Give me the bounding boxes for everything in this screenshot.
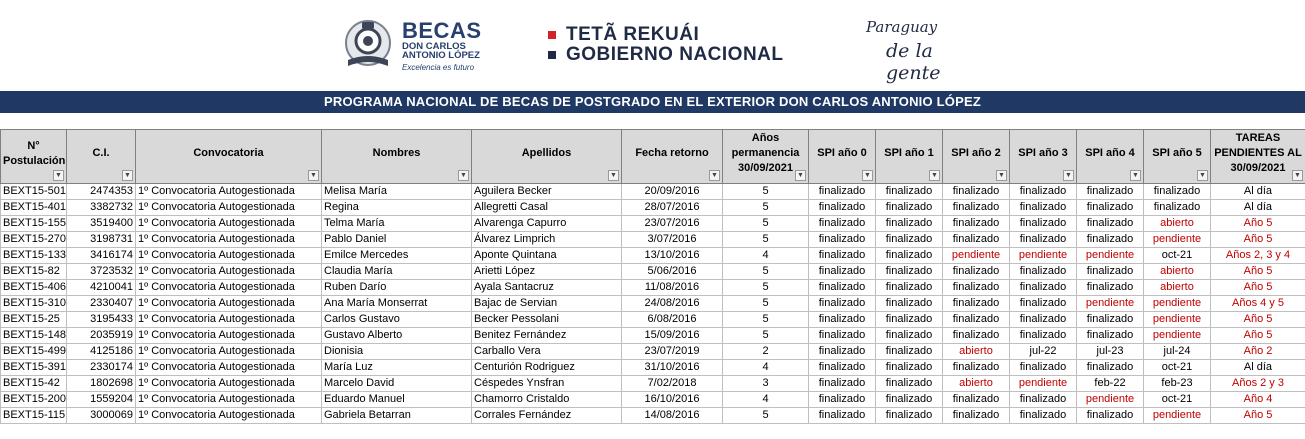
table-row <box>1 312 1305 328</box>
spi-year-3-cell[interactable]: finalizado <box>1010 232 1077 248</box>
spi-year-4-cell[interactable]: finalizado <box>1077 328 1144 344</box>
spi-year-2-cell[interactable]: finalizado <box>943 408 1010 424</box>
column-header <box>1144 130 1211 184</box>
spi-year-5-cell[interactable]: oct-21 <box>1144 360 1211 376</box>
spi-year-1-cell[interactable]: finalizado <box>876 392 943 408</box>
tareas-pendientes-cell[interactable]: Año 5 <box>1211 216 1305 232</box>
anios-permanencia-cell[interactable]: 5 <box>723 328 809 344</box>
spi-year-0-cell[interactable]: finalizado <box>809 216 876 232</box>
column-header <box>622 130 723 184</box>
spi-year-3-cell[interactable]: pendiente <box>1010 376 1077 392</box>
spi-year-2-cell[interactable]: finalizado <box>943 280 1010 296</box>
spi-year-4-cell[interactable]: pendiente <box>1077 296 1144 312</box>
column-header <box>809 130 876 184</box>
spi-year-2-cell[interactable]: finalizado <box>943 264 1010 280</box>
anios-permanencia-cell[interactable]: 4 <box>723 248 809 264</box>
column-header-label: Años permanencia 30/09/2021 <box>731 132 800 174</box>
spi-year-2-cell[interactable]: finalizado <box>943 296 1010 312</box>
fecha-retorno-cell[interactable]: 11/08/2016 <box>622 280 723 296</box>
table-row <box>1 344 1305 360</box>
filter-dropdown-icon[interactable]: ▼ <box>308 170 319 181</box>
fecha-retorno-cell[interactable]: 24/08/2016 <box>622 296 723 312</box>
fecha-retorno-cell[interactable]: 23/07/2016 <box>622 216 723 232</box>
ci-cell[interactable]: 3382732 <box>67 200 136 216</box>
spi-year-4-cell[interactable]: finalizado <box>1077 280 1144 296</box>
spi-year-2-cell[interactable]: finalizado <box>943 232 1010 248</box>
spi-year-2-cell[interactable]: pendiente <box>943 248 1010 264</box>
spi-year-5-cell[interactable]: jul-24 <box>1144 344 1211 360</box>
ci-cell[interactable]: 3195433 <box>67 312 136 328</box>
tareas-pendientes-cell[interactable]: Año 5 <box>1211 264 1305 280</box>
spi-year-0-cell[interactable]: finalizado <box>809 376 876 392</box>
ci-cell[interactable]: 3198731 <box>67 232 136 248</box>
spi-year-1-cell[interactable]: finalizado <box>876 184 943 200</box>
filter-dropdown-icon[interactable]: ▼ <box>862 170 873 181</box>
apellidos-cell[interactable]: Chamorro Cristaldo <box>472 392 622 408</box>
filter-dropdown-icon[interactable]: ▼ <box>929 170 940 181</box>
gobierno-line2: GOBIERNO NACIONAL <box>566 44 784 65</box>
postulacion-cell[interactable]: BEXT15-133 <box>1 248 67 264</box>
column-header-label: SPI año 2 <box>951 147 1001 159</box>
fecha-retorno-cell[interactable]: 13/10/2016 <box>622 248 723 264</box>
spi-year-1-cell[interactable]: finalizado <box>876 200 943 216</box>
convocatoria-cell[interactable]: 1º Convocatoria Autogestionada <box>136 408 322 424</box>
tareas-pendientes-cell[interactable]: Años 4 y 5 <box>1211 296 1305 312</box>
spi-year-1-cell[interactable]: finalizado <box>876 328 943 344</box>
filter-dropdown-icon[interactable]: ▼ <box>1197 170 1208 181</box>
apellidos-cell[interactable]: Arietti López <box>472 264 622 280</box>
spi-year-4-cell[interactable]: finalizado <box>1077 232 1144 248</box>
spi-year-4-cell[interactable]: finalizado <box>1077 408 1144 424</box>
becas-logo <box>340 16 480 72</box>
convocatoria-cell[interactable]: 1º Convocatoria Autogestionada <box>136 184 322 200</box>
apellidos-cell[interactable]: Aponte Quintana <box>472 248 622 264</box>
spi-year-0-cell[interactable]: finalizado <box>809 184 876 200</box>
spi-year-1-cell[interactable]: finalizado <box>876 408 943 424</box>
spi-year-2-cell[interactable]: finalizado <box>943 328 1010 344</box>
spi-year-5-cell[interactable]: abierto <box>1144 280 1211 296</box>
spi-year-0-cell[interactable]: finalizado <box>809 360 876 376</box>
spi-year-3-cell[interactable]: finalizado <box>1010 264 1077 280</box>
convocatoria-cell[interactable]: 1º Convocatoria Autogestionada <box>136 200 322 216</box>
spi-year-2-cell[interactable]: finalizado <box>943 216 1010 232</box>
spi-year-3-cell[interactable]: pendiente <box>1010 248 1077 264</box>
spi-year-0-cell[interactable]: finalizado <box>809 200 876 216</box>
ci-cell[interactable]: 4125186 <box>67 344 136 360</box>
postulacion-cell[interactable]: BEXT15-499 <box>1 344 67 360</box>
becas-subtitle-line2: ANTONIO LÓPEZ <box>402 50 480 61</box>
column-header <box>723 130 809 184</box>
spi-year-1-cell[interactable]: finalizado <box>876 216 943 232</box>
fecha-retorno-cell[interactable]: 14/08/2016 <box>622 408 723 424</box>
ci-cell[interactable]: 1559204 <box>67 392 136 408</box>
tareas-pendientes-cell[interactable]: Años 2 y 3 <box>1211 376 1305 392</box>
nombres-cell[interactable]: Telma María <box>322 216 472 232</box>
spi-year-0-cell[interactable]: finalizado <box>809 328 876 344</box>
table-row <box>1 408 1305 424</box>
nombres-cell[interactable]: Carlos Gustavo <box>322 312 472 328</box>
spi-year-2-cell[interactable]: finalizado <box>943 360 1010 376</box>
filter-dropdown-icon[interactable]: ▼ <box>795 170 806 181</box>
fecha-retorno-cell[interactable]: 28/07/2016 <box>622 200 723 216</box>
postulacion-cell[interactable]: BEXT15-42 <box>1 376 67 392</box>
column-header <box>876 130 943 184</box>
filter-dropdown-icon[interactable]: ▼ <box>1292 170 1303 181</box>
column-header <box>943 130 1010 184</box>
spi-year-5-cell[interactable]: pendiente <box>1144 296 1211 312</box>
anios-permanencia-cell[interactable]: 5 <box>723 184 809 200</box>
tareas-pendientes-cell[interactable]: Año 5 <box>1211 232 1305 248</box>
spi-year-1-cell[interactable]: finalizado <box>876 248 943 264</box>
apellidos-cell[interactable]: Allegretti Casal <box>472 200 622 216</box>
table-row <box>1 392 1305 408</box>
convocatoria-cell[interactable]: 1º Convocatoria Autogestionada <box>136 360 322 376</box>
tareas-pendientes-cell[interactable]: Año 5 <box>1211 312 1305 328</box>
spi-year-5-cell[interactable]: oct-21 <box>1144 248 1211 264</box>
tareas-pendientes-cell[interactable]: Al día <box>1211 184 1305 200</box>
tareas-pendientes-cell[interactable]: Años 2, 3 y 4 <box>1211 248 1305 264</box>
apellidos-cell[interactable]: Bajac de Servian <box>472 296 622 312</box>
spi-year-0-cell[interactable]: finalizado <box>809 248 876 264</box>
spi-year-4-cell[interactable]: pendiente <box>1077 248 1144 264</box>
nombres-cell[interactable]: Pablo Daniel <box>322 232 472 248</box>
fecha-retorno-cell[interactable]: 31/10/2016 <box>622 360 723 376</box>
nombres-cell[interactable]: Gustavo Alberto <box>322 328 472 344</box>
spi-year-5-cell[interactable]: oct-21 <box>1144 392 1211 408</box>
spi-year-1-cell[interactable]: finalizado <box>876 280 943 296</box>
postulacion-cell[interactable]: BEXT15-155 <box>1 216 67 232</box>
spi-year-3-cell[interactable]: finalizado <box>1010 392 1077 408</box>
becas-seal-icon <box>340 16 396 72</box>
convocatoria-cell[interactable]: 1º Convocatoria Autogestionada <box>136 312 322 328</box>
column-header-label: N° Postulación <box>3 139 66 167</box>
becas-subtitle <box>402 42 480 60</box>
postulacion-cell[interactable]: BEXT15-406 <box>1 280 67 296</box>
filter-dropdown-icon[interactable]: ▼ <box>996 170 1007 181</box>
anios-permanencia-cell[interactable]: 5 <box>723 280 809 296</box>
spi-year-3-cell[interactable]: jul-22 <box>1010 344 1077 360</box>
column-header-label: SPI año 1 <box>884 147 934 159</box>
spi-year-0-cell[interactable]: finalizado <box>809 232 876 248</box>
apellidos-cell[interactable]: Benitez Fernández <box>472 328 622 344</box>
table-row <box>1 264 1305 280</box>
nombres-cell[interactable]: Gabriela Betarran <box>322 408 472 424</box>
spi-year-2-cell[interactable]: abierto <box>943 376 1010 392</box>
spi-year-4-cell[interactable]: jul-23 <box>1077 344 1144 360</box>
filter-dropdown-icon[interactable]: ▼ <box>1063 170 1074 181</box>
anios-permanencia-cell[interactable]: 5 <box>723 216 809 232</box>
spi-year-1-cell[interactable]: finalizado <box>876 312 943 328</box>
convocatoria-cell[interactable]: 1º Convocatoria Autogestionada <box>136 216 322 232</box>
postulacion-cell[interactable]: BEXT15-148 <box>1 328 67 344</box>
becas-tagline: Excelencia es futuro <box>402 63 475 72</box>
spi-year-2-cell[interactable]: finalizado <box>943 312 1010 328</box>
anios-permanencia-cell[interactable]: 5 <box>723 200 809 216</box>
column-header-label: Fecha retorno <box>635 147 709 159</box>
paraguay-line1: Paraguay <box>866 18 938 36</box>
header-row <box>1 130 1305 184</box>
table-row <box>1 280 1305 296</box>
table-row <box>1 184 1305 200</box>
spi-year-4-cell[interactable]: finalizado <box>1077 184 1144 200</box>
apellidos-cell[interactable]: Carballo Vera <box>472 344 622 360</box>
convocatoria-cell[interactable]: 1º Convocatoria Autogestionada <box>136 248 322 264</box>
apellidos-cell[interactable]: Ayala Santacruz <box>472 280 622 296</box>
gobierno-line1: TETÃ REKUÁI <box>566 24 700 45</box>
scholarship-table <box>0 129 1305 424</box>
postulacion-cell[interactable]: BEXT15-391 <box>1 360 67 376</box>
column-header <box>472 130 622 184</box>
apellidos-cell[interactable]: Becker Pessolani <box>472 312 622 328</box>
spi-year-4-cell[interactable]: pendiente <box>1077 392 1144 408</box>
anios-permanencia-cell[interactable]: 3 <box>723 376 809 392</box>
spi-year-3-cell[interactable]: finalizado <box>1010 296 1077 312</box>
spi-year-5-cell[interactable]: pendiente <box>1144 328 1211 344</box>
fecha-retorno-cell[interactable]: 16/10/2016 <box>622 392 723 408</box>
ci-cell[interactable]: 2330407 <box>67 296 136 312</box>
ci-cell[interactable]: 2035919 <box>67 328 136 344</box>
anios-permanencia-cell[interactable]: 5 <box>723 408 809 424</box>
nombres-cell[interactable]: Dionisia <box>322 344 472 360</box>
tareas-pendientes-cell[interactable]: Año 5 <box>1211 280 1305 296</box>
apellidos-cell[interactable]: Aguilera Becker <box>472 184 622 200</box>
apellidos-cell[interactable]: Céspedes Ynsfran <box>472 376 622 392</box>
filter-dropdown-icon[interactable]: ▼ <box>1130 170 1141 181</box>
table-row <box>1 376 1305 392</box>
nombres-cell[interactable]: Ruben Darío <box>322 280 472 296</box>
spi-year-5-cell[interactable]: pendiente <box>1144 408 1211 424</box>
table-row <box>1 296 1305 312</box>
convocatoria-cell[interactable]: 1º Convocatoria Autogestionada <box>136 392 322 408</box>
fecha-retorno-cell[interactable]: 5/06/2016 <box>622 264 723 280</box>
column-header-label: SPI año 5 <box>1152 147 1202 159</box>
table-row <box>1 216 1305 232</box>
spi-year-1-cell[interactable]: finalizado <box>876 296 943 312</box>
column-header <box>1 130 67 184</box>
spi-year-2-cell[interactable]: finalizado <box>943 200 1010 216</box>
fecha-retorno-cell[interactable]: 7/02/2018 <box>622 376 723 392</box>
logo-strip <box>0 0 1305 88</box>
column-header <box>1211 130 1305 184</box>
column-header <box>322 130 472 184</box>
nombres-cell[interactable]: Ana María Monserrat <box>322 296 472 312</box>
convocatoria-cell[interactable]: 1º Convocatoria Autogestionada <box>136 328 322 344</box>
fecha-retorno-cell[interactable]: 3/07/2016 <box>622 232 723 248</box>
spi-year-1-cell[interactable]: finalizado <box>876 344 943 360</box>
spi-year-0-cell[interactable]: finalizado <box>809 312 876 328</box>
spi-year-1-cell[interactable]: finalizado <box>876 376 943 392</box>
anios-permanencia-cell[interactable]: 5 <box>723 264 809 280</box>
postulacion-cell[interactable]: BEXT15-25 <box>1 312 67 328</box>
spi-year-5-cell[interactable]: abierto <box>1144 216 1211 232</box>
table-row <box>1 328 1305 344</box>
column-header-label: Apellidos <box>521 147 572 159</box>
column-header-label: Convocatoria <box>193 147 264 159</box>
postulacion-cell[interactable]: BEXT15-115 <box>1 408 67 424</box>
fecha-retorno-cell[interactable]: 15/09/2016 <box>622 328 723 344</box>
postulacion-cell[interactable]: BEXT15-200 <box>1 392 67 408</box>
fecha-retorno-cell[interactable]: 6/08/2016 <box>622 312 723 328</box>
spi-year-3-cell[interactable]: finalizado <box>1010 328 1077 344</box>
apellidos-cell[interactable]: Corrales Fernández <box>472 408 622 424</box>
becas-subtitle-line1: DON CARLOS <box>402 41 466 52</box>
ci-cell[interactable]: 1802698 <box>67 376 136 392</box>
column-header-label: Nombres <box>372 147 421 159</box>
spi-year-4-cell[interactable]: feb-22 <box>1077 376 1144 392</box>
anios-permanencia-cell[interactable]: 4 <box>723 392 809 408</box>
gobierno-logo <box>548 24 784 64</box>
spi-year-0-cell[interactable]: finalizado <box>809 296 876 312</box>
table-row <box>1 232 1305 248</box>
filter-dropdown-icon[interactable]: ▼ <box>53 170 64 181</box>
spi-year-1-cell[interactable]: finalizado <box>876 232 943 248</box>
filter-dropdown-icon[interactable]: ▼ <box>709 170 720 181</box>
fecha-retorno-cell[interactable]: 20/09/2016 <box>622 184 723 200</box>
apellidos-cell[interactable]: Alvarenga Capurro <box>472 216 622 232</box>
nombres-cell[interactable]: Emilce Mercedes <box>322 248 472 264</box>
column-header-label: SPI año 0 <box>817 147 867 159</box>
filter-dropdown-icon[interactable]: ▼ <box>458 170 469 181</box>
anios-permanencia-cell[interactable]: 5 <box>723 312 809 328</box>
tareas-pendientes-cell[interactable]: Año 2 <box>1211 344 1305 360</box>
table-row <box>1 200 1305 216</box>
tareas-pendientes-cell[interactable]: Año 5 <box>1211 408 1305 424</box>
anios-permanencia-cell[interactable]: 5 <box>723 296 809 312</box>
spi-year-4-cell[interactable]: finalizado <box>1077 264 1144 280</box>
ci-cell[interactable]: 3723532 <box>67 264 136 280</box>
ci-cell[interactable]: 3000069 <box>67 408 136 424</box>
spi-year-3-cell[interactable]: finalizado <box>1010 200 1077 216</box>
spi-year-0-cell[interactable]: finalizado <box>809 392 876 408</box>
column-header-label: SPI año 3 <box>1018 147 1068 159</box>
convocatoria-cell[interactable]: 1º Convocatoria Autogestionada <box>136 280 322 296</box>
anios-permanencia-cell[interactable]: 5 <box>723 232 809 248</box>
convocatoria-cell[interactable]: 1º Convocatoria Autogestionada <box>136 344 322 360</box>
spi-year-3-cell[interactable]: finalizado <box>1010 312 1077 328</box>
spi-year-5-cell[interactable]: pendiente <box>1144 312 1211 328</box>
ci-cell[interactable]: 2330174 <box>67 360 136 376</box>
nombres-cell[interactable]: Eduardo Manuel <box>322 392 472 408</box>
spi-year-4-cell[interactable]: finalizado <box>1077 200 1144 216</box>
ci-cell[interactable]: 2474353 <box>67 184 136 200</box>
spi-year-5-cell[interactable]: abierto <box>1144 264 1211 280</box>
spi-year-2-cell[interactable]: abierto <box>943 344 1010 360</box>
paraguay-line2: de la gente <box>886 40 941 84</box>
tareas-pendientes-cell[interactable]: Al día <box>1211 360 1305 376</box>
nombres-cell[interactable]: Melisa María <box>322 184 472 200</box>
anios-permanencia-cell[interactable]: 4 <box>723 360 809 376</box>
spi-year-0-cell[interactable]: finalizado <box>809 280 876 296</box>
apellidos-cell[interactable]: Centurión Rodriguez <box>472 360 622 376</box>
tareas-pendientes-cell[interactable]: Año 5 <box>1211 328 1305 344</box>
spi-year-4-cell[interactable]: finalizado <box>1077 216 1144 232</box>
nombres-cell[interactable]: Marcelo David <box>322 376 472 392</box>
fecha-retorno-cell[interactable]: 23/07/2019 <box>622 344 723 360</box>
ci-cell[interactable]: 3519400 <box>67 216 136 232</box>
ci-cell[interactable]: 4210041 <box>67 280 136 296</box>
spi-year-5-cell[interactable]: finalizado <box>1144 184 1211 200</box>
becas-title: BECAS <box>402 18 482 43</box>
program-title-banner: PROGRAMA NACIONAL DE BECAS DE POSTGRADO EN EL EXTERIOR DON CARLOS ANTONIO LÓPEZ <box>0 91 1305 113</box>
spi-year-1-cell[interactable]: finalizado <box>876 264 943 280</box>
anios-permanencia-cell[interactable]: 2 <box>723 344 809 360</box>
spi-year-2-cell[interactable]: finalizado <box>943 392 1010 408</box>
spi-year-0-cell[interactable]: finalizado <box>809 408 876 424</box>
table-row <box>1 360 1305 376</box>
column-header-label: SPI año 4 <box>1085 147 1135 159</box>
spi-year-3-cell[interactable]: finalizado <box>1010 216 1077 232</box>
postulacion-cell[interactable]: BEXT15-501 <box>1 184 67 200</box>
red-square-icon <box>548 31 556 39</box>
postulacion-cell[interactable]: BEXT15-270 <box>1 232 67 248</box>
spi-year-1-cell[interactable]: finalizado <box>876 360 943 376</box>
apellidos-cell[interactable]: Álvarez Limprich <box>472 232 622 248</box>
ci-cell[interactable]: 3416174 <box>67 248 136 264</box>
column-header-label: TAREAS PENDIENTES AL 30/09/2021 <box>1214 132 1302 174</box>
navy-square-icon <box>548 51 556 59</box>
spi-year-5-cell[interactable]: finalizado <box>1144 200 1211 216</box>
filter-dropdown-icon[interactable]: ▼ <box>608 170 619 181</box>
spi-year-5-cell[interactable]: pendiente <box>1144 232 1211 248</box>
postulacion-cell[interactable]: BEXT15-310 <box>1 296 67 312</box>
spi-year-5-cell[interactable]: feb-23 <box>1144 376 1211 392</box>
spi-year-0-cell[interactable]: finalizado <box>809 344 876 360</box>
filter-dropdown-icon[interactable]: ▼ <box>122 170 133 181</box>
nombres-cell[interactable]: Claudia María <box>322 264 472 280</box>
column-header-label: C.I. <box>92 147 110 159</box>
convocatoria-cell[interactable]: 1º Convocatoria Autogestionada <box>136 232 322 248</box>
column-header <box>67 130 136 184</box>
table-body <box>1 184 1305 424</box>
convocatoria-cell[interactable]: 1º Convocatoria Autogestionada <box>136 264 322 280</box>
postulacion-cell[interactable]: BEXT15-82 <box>1 264 67 280</box>
spi-year-3-cell[interactable]: finalizado <box>1010 408 1077 424</box>
column-header <box>1010 130 1077 184</box>
postulacion-cell[interactable]: BEXT15-401 <box>1 200 67 216</box>
paraguay-logo <box>864 14 974 84</box>
column-header <box>1077 130 1144 184</box>
spi-year-3-cell[interactable]: finalizado <box>1010 280 1077 296</box>
spi-year-3-cell[interactable]: finalizado <box>1010 360 1077 376</box>
nombres-cell[interactable]: Regina <box>322 200 472 216</box>
tareas-pendientes-cell[interactable]: Al día <box>1211 200 1305 216</box>
spi-year-2-cell[interactable]: finalizado <box>943 184 1010 200</box>
column-header <box>136 130 322 184</box>
spi-year-0-cell[interactable]: finalizado <box>809 264 876 280</box>
convocatoria-cell[interactable]: 1º Convocatoria Autogestionada <box>136 376 322 392</box>
tareas-pendientes-cell[interactable]: Año 4 <box>1211 392 1305 408</box>
table-row <box>1 248 1305 264</box>
spi-year-4-cell[interactable]: finalizado <box>1077 360 1144 376</box>
convocatoria-cell[interactable]: 1º Convocatoria Autogestionada <box>136 296 322 312</box>
nombres-cell[interactable]: María Luz <box>322 360 472 376</box>
spi-year-4-cell[interactable]: finalizado <box>1077 312 1144 328</box>
spi-year-3-cell[interactable]: finalizado <box>1010 184 1077 200</box>
